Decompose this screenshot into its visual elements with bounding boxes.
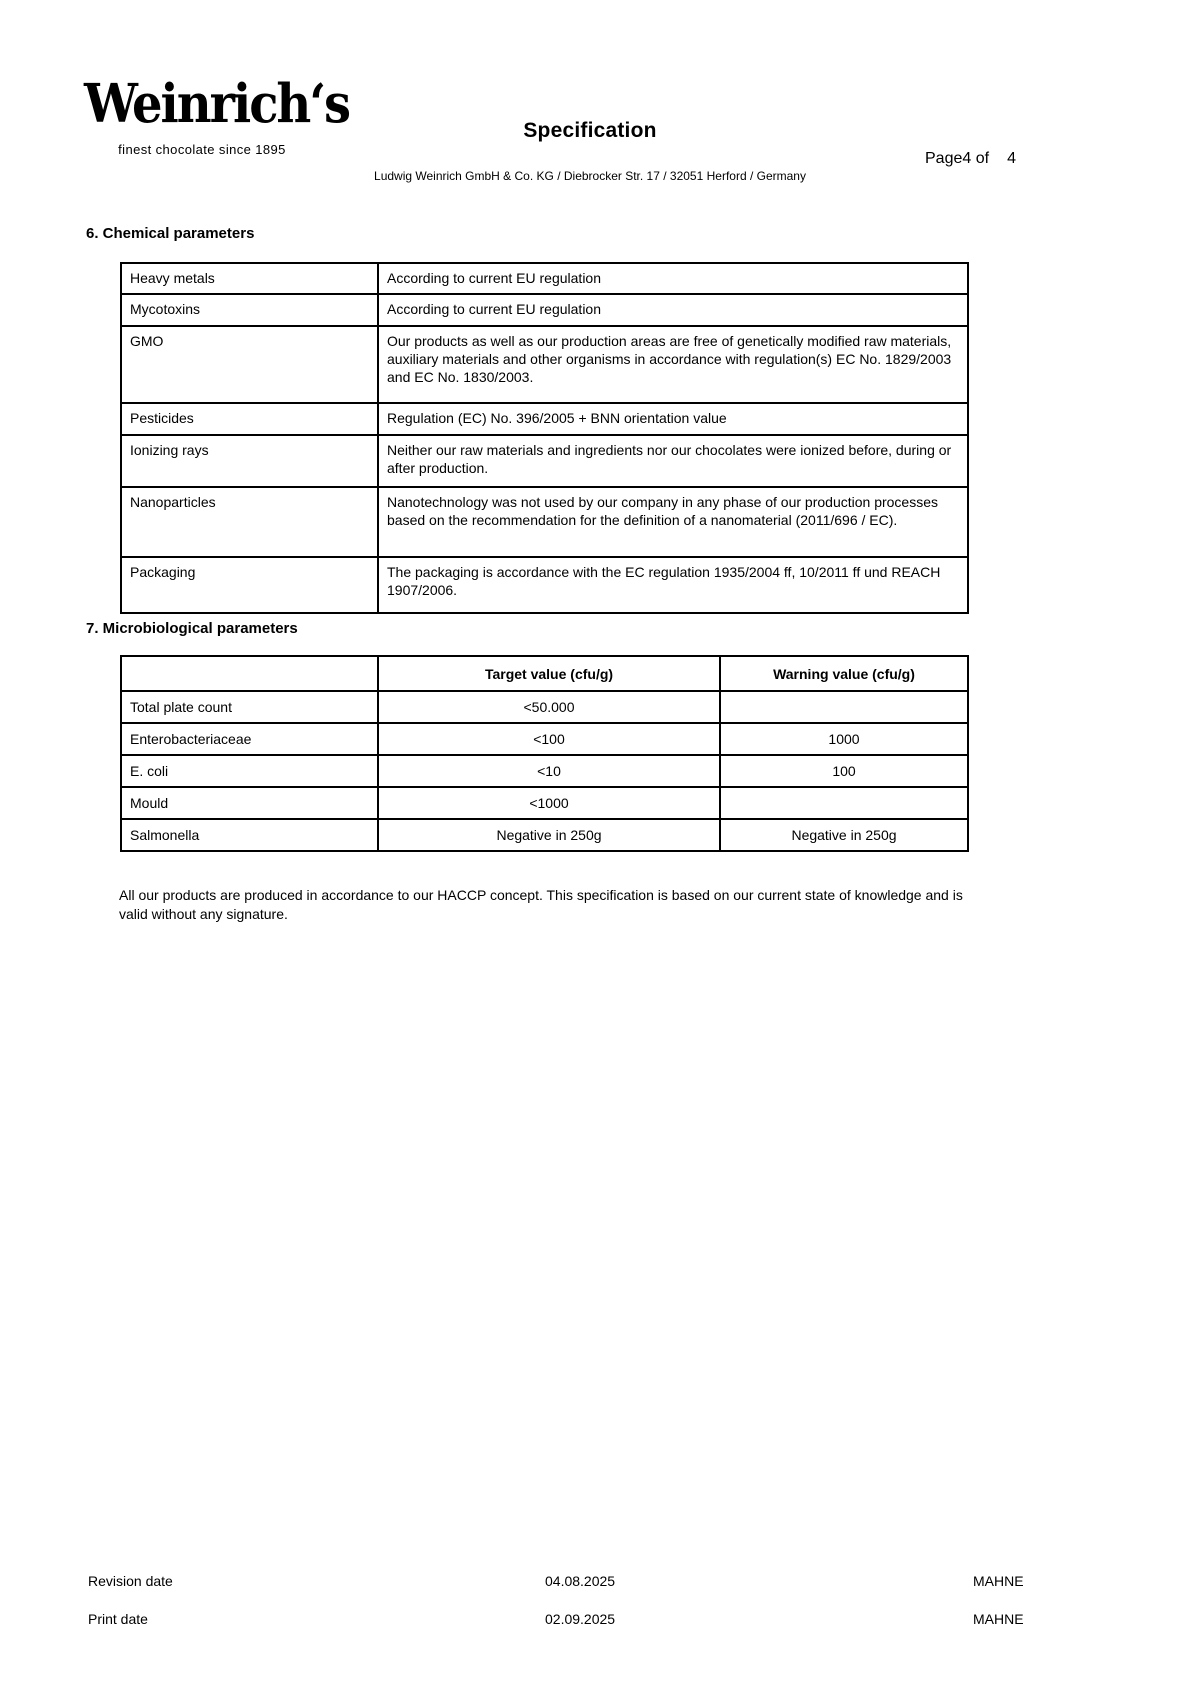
micro-warning-value: 100 — [720, 755, 968, 787]
table-header-row — [121, 656, 968, 691]
print-user: MAHNE — [973, 1611, 1024, 1627]
revision-date-row — [0, 1573, 1190, 1593]
table-row — [121, 755, 968, 787]
page-number-current: 4 of — [962, 150, 990, 167]
micro-warning-value — [720, 691, 968, 723]
chemical-parameters-table — [120, 262, 969, 614]
table-row — [121, 263, 968, 294]
chem-param: Mycotoxins — [121, 294, 378, 326]
chem-param: GMO — [121, 326, 378, 403]
table-row — [121, 294, 968, 326]
chem-value: According to current EU regulation — [378, 294, 968, 326]
logo-tagline: finest chocolate since 1895 — [118, 142, 286, 158]
section-7-heading: 7. Microbiological parameters — [86, 620, 298, 637]
document-title: Specification — [523, 119, 657, 142]
micro-target-value: <50.000 — [378, 691, 720, 723]
micro-col-warning: Warning value (cfu/g) — [720, 656, 968, 691]
table-row — [121, 787, 968, 819]
micro-param: Salmonella — [121, 819, 378, 851]
haccp-note: All our products are produced in accordance to our HACCP concept. This specification is based on our current state of knowledge and is valid without any signature. — [119, 887, 963, 922]
page-number — [925, 150, 1016, 168]
micro-col-target: Target value (cfu/g) — [378, 656, 720, 691]
table-row — [121, 326, 968, 403]
micro-warning-value — [720, 787, 968, 819]
page-number-total: 4 — [1007, 150, 1016, 167]
table-row — [121, 403, 968, 435]
chem-param: Packaging — [121, 557, 378, 613]
chem-value: Neither our raw materials and ingredients nor our chocolates were ionized before, during or after production. — [378, 435, 968, 487]
micro-warning-value: Negative in 250g — [720, 819, 968, 851]
chem-value: According to current EU regulation — [378, 263, 968, 294]
print-date-row — [0, 1611, 1190, 1631]
micro-param: E. coli — [121, 755, 378, 787]
chem-value: Regulation (EC) No. 396/2005 + BNN orientation value — [378, 403, 968, 435]
print-date-value: 02.09.2025 — [545, 1611, 616, 1627]
micro-target-value: <1000 — [378, 787, 720, 819]
micro-col-param — [121, 656, 378, 691]
table-row — [121, 691, 968, 723]
micro-param: Mould — [121, 787, 378, 819]
table-row — [121, 723, 968, 755]
micro-target-value: <100 — [378, 723, 720, 755]
micro-param: Total plate count — [121, 691, 378, 723]
chem-value: Nanotechnology was not used by our company in any phase of our production processes based on the recommendation for the definition of a nanomaterial (2011/696 / EC). — [378, 487, 968, 557]
chem-param: Heavy metals — [121, 263, 378, 294]
table-row — [121, 487, 968, 557]
table-row — [121, 435, 968, 487]
micro-target-value: <10 — [378, 755, 720, 787]
revision-date-value: 04.08.2025 — [545, 1573, 616, 1589]
company-address-line: Ludwig Weinrich GmbH & Co. KG / Diebrocker Str. 17 / 32051 Herford / Germany — [374, 169, 806, 183]
print-date-label: Print date — [88, 1611, 148, 1627]
chem-param: Ionizing rays — [121, 435, 378, 487]
chem-value: Our products as well as our production areas are free of genetically modified raw materials, auxiliary materials and other organisms in accordance with regulation(s) EC No. 1829/2003 and EC No. 1830/2003. — [378, 326, 968, 403]
micro-param: Enterobacteriaceae — [121, 723, 378, 755]
chem-value: The packaging is accordance with the EC regulation 1935/2004 ff, 10/2011 ff und REACH 1907/2006. — [378, 557, 968, 613]
chem-param: Pesticides — [121, 403, 378, 435]
page-number-prefix: Page — [925, 150, 963, 167]
logo-wordmark: Weinrich‘s — [84, 72, 350, 136]
company-logo — [84, 72, 350, 158]
revision-user: MAHNE — [973, 1573, 1024, 1589]
chem-param: Nanoparticles — [121, 487, 378, 557]
micro-target-value: Negative in 250g — [378, 819, 720, 851]
revision-date-label: Revision date — [88, 1573, 173, 1589]
microbiological-parameters-table — [120, 655, 969, 852]
micro-warning-value: 1000 — [720, 723, 968, 755]
table-row — [121, 819, 968, 851]
section-6-heading: 6. Chemical parameters — [86, 225, 255, 242]
table-row — [121, 557, 968, 613]
